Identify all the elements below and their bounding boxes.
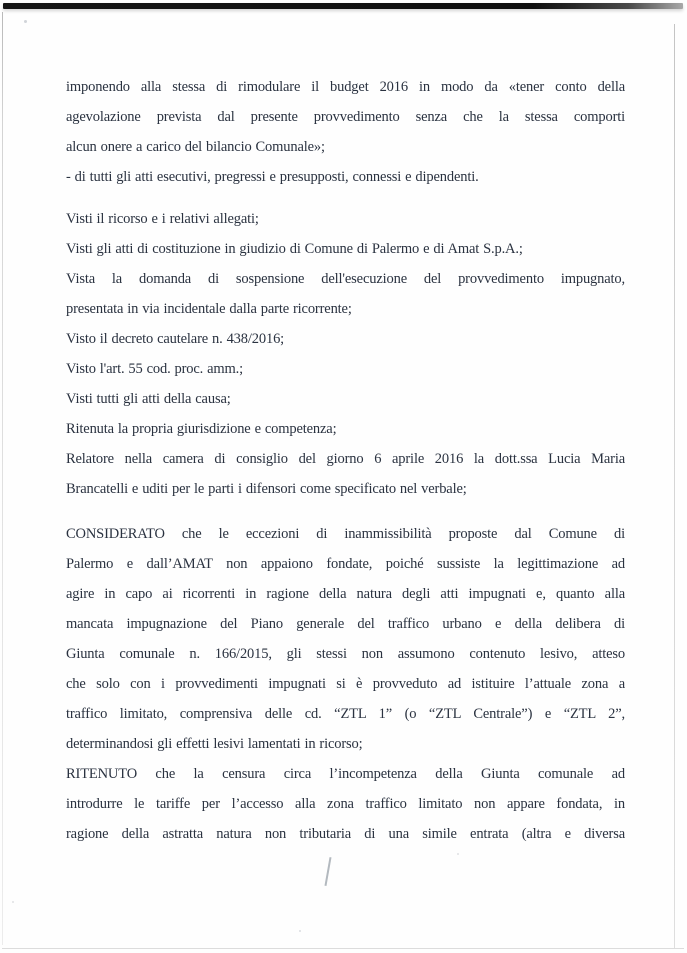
text-line: - di tutti gli atti esecutivi, pregressi e presupposti, connessi e dipendenti. (66, 169, 479, 185)
text-line: introdurre le tariffe per l’accesso alla zona traffico limitato non appare fondata, in (66, 796, 625, 812)
paragraph-visto-decreto (66, 324, 625, 354)
scan-left-edge (2, 12, 3, 945)
paragraph-vista-domanda (66, 264, 625, 324)
text-line: Visti il ricorso e i relativi allegati; (66, 211, 259, 227)
scan-artifact-speck (457, 853, 459, 855)
paragraph-visti-ricorso (66, 204, 625, 234)
text-line: determinandosi gli effetti lesivi lamentati in ricorso; (66, 736, 363, 752)
text-line: Palermo e dall’AMAT non appaiono fondate, poiché sussiste la legittimazione ad (66, 556, 625, 572)
text-line: imponendo alla stessa di rimodulare il budget 2016 in modo da «tener conto della (66, 79, 625, 95)
text-line: che solo con i provvedimenti impugnati si è provveduto ad istituire l’attuale zona a (66, 676, 625, 692)
text-line: RITENUTO che la censura circa l’incompetenza della Giunta comunale ad (66, 766, 625, 782)
text-line: agevolazione prevista dal presente provvedimento senza che la stessa comporti (66, 109, 625, 125)
scan-artifact-speck (299, 930, 301, 932)
scan-artifact-speck (12, 901, 14, 903)
scan-top-edge (3, 3, 683, 9)
paragraph-relatore (66, 444, 625, 504)
text-line: presentata in via incidentale dalla parte ricorrente; (66, 301, 352, 317)
text-line: Relatore nella camera di consiglio del giorno 6 aprile 2016 la dott.ssa Lucia Maria (66, 451, 625, 467)
text-line: agire in capo ai ricorrenti in ragione della natura degli atti impugnati e, quanto alla (66, 586, 625, 602)
document-text (66, 72, 625, 849)
paragraph-considerato (66, 519, 625, 759)
text-line: Brancatelli e uditi per le parti i difensori come specificato nel verbale; (66, 481, 467, 497)
text-line: Ritenuta la propria giurisdizione e competenza; (66, 421, 337, 437)
paragraph-ritenuta-giurisdizione (66, 414, 625, 444)
scan-artifact-slash (324, 857, 331, 886)
paragraph-budget-2016 (66, 72, 625, 162)
scan-artifact-speck (24, 20, 27, 23)
text-line: traffico limitato, comprensiva delle cd. “ZTL 1” (o “ZTL Centrale”) e “ZTL 2”, (66, 706, 625, 722)
scan-bottom-edge (2, 948, 684, 949)
text-line: Visto il decreto cautelare n. 438/2016; (66, 331, 285, 347)
paragraph-visti-atti-causa (66, 384, 625, 414)
text-line: alcun onere a carico del bilancio Comunale»; (66, 139, 325, 155)
text-line: Visto l'art. 55 cod. proc. amm.; (66, 361, 244, 377)
scan-right-edge (674, 24, 675, 948)
paragraph-atti-esecutivi (66, 162, 625, 192)
text-line: mancata impugnazione del Piano generale del traffico urbano e della delibera di (66, 616, 625, 632)
paragraph-visti-costituzione (66, 234, 625, 264)
text-line: Visti gli atti di costituzione in giudizio di Comune di Palermo e di Amat S.p.A.; (66, 241, 523, 257)
text-line: Giunta comunale n. 166/2015, gli stessi non assumono contenuto lesivo, atteso (66, 646, 625, 662)
paragraph-ritenuto (66, 759, 625, 849)
text-line: ragione della astratta natura non tributaria di una simile entrata (altra e diversa (66, 826, 625, 842)
text-line: Vista la domanda di sospensione dell'esecuzione del provvedimento impugnato, (66, 271, 625, 287)
text-line: CONSIDERATO che le eccezioni di inammissibilità proposte dal Comune di (66, 526, 625, 542)
paragraph-visto-art55 (66, 354, 625, 384)
text-line: Visti tutti gli atti della causa; (66, 391, 231, 407)
